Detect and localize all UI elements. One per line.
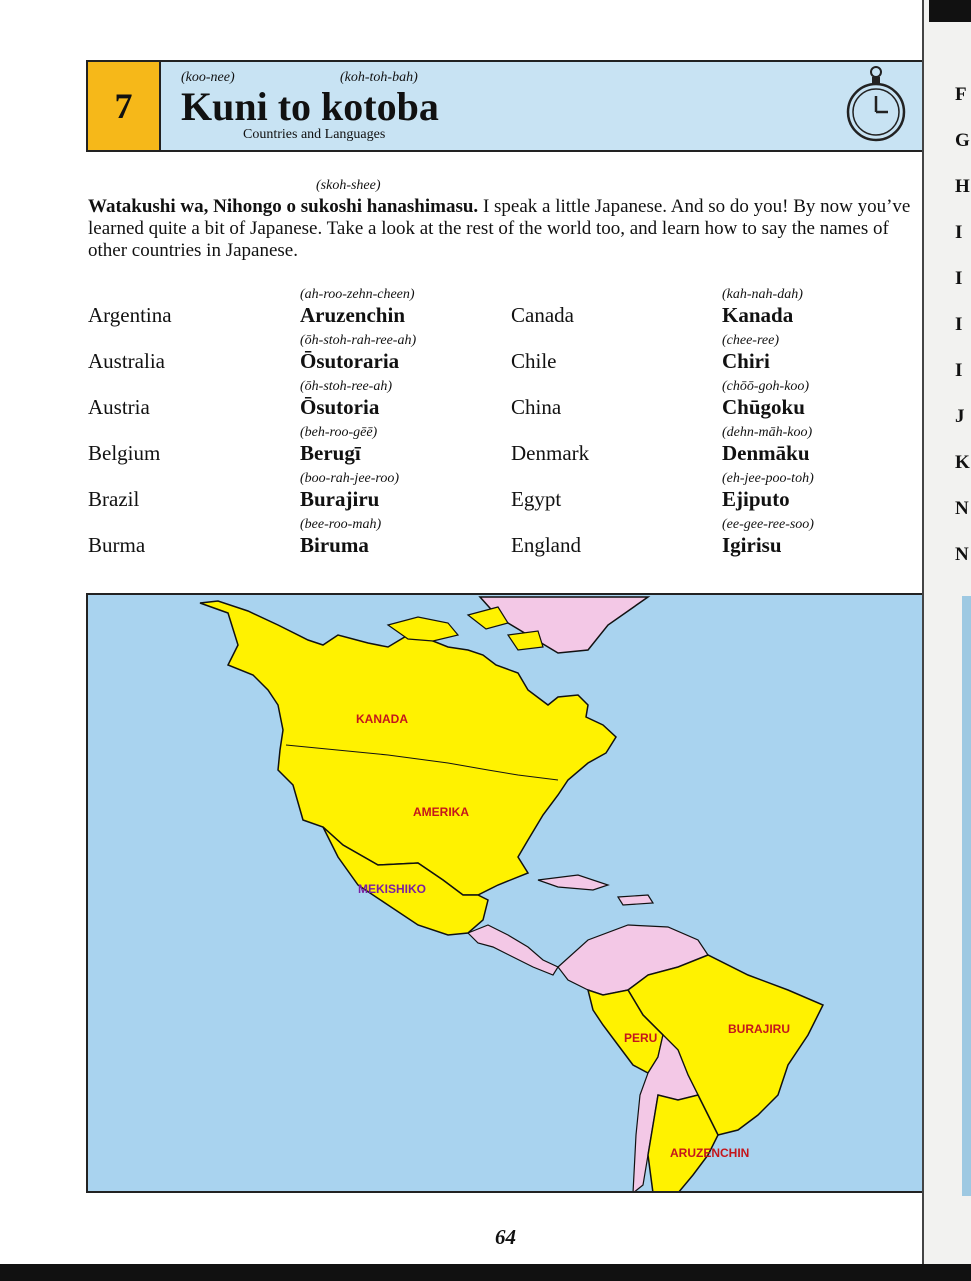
next-page-letter: N [955, 498, 969, 519]
lesson-title: Kuni to kotoba [181, 84, 439, 129]
next-page-letters [955, 72, 970, 578]
vocab-japanese-word: Denmāku [722, 441, 810, 465]
vocab-japanese-word: Chūgoku [722, 395, 805, 419]
vocab-english-word: Canada [511, 303, 574, 327]
vocab-pronunciation: (ah-roo-zehn-cheen) [300, 287, 415, 302]
vocab-japanese-word: Kanada [722, 303, 794, 327]
next-page-letter: I [955, 314, 963, 335]
intro-paragraph [88, 196, 912, 262]
vocab-english-word: Australia [88, 349, 165, 373]
vocab-english-word: Austria [88, 395, 150, 419]
next-page-letter: F [955, 84, 967, 105]
vocab-japanese-word: Berugī [300, 441, 361, 465]
next-page-letter: J [955, 406, 965, 427]
vocab-english-word: Argentina [88, 303, 172, 327]
vocab-japanese-word: Chiri [722, 349, 770, 373]
vocab-english-word: Belgium [88, 441, 161, 465]
vocab-japanese-word: Ejiputo [722, 487, 790, 511]
map-label-burajiru: BURAJIRU [728, 1022, 791, 1036]
americas-map [86, 593, 922, 1193]
next-page-letter: H [955, 176, 970, 197]
next-page-letter: K [955, 452, 970, 473]
next-page-letter: I [955, 222, 963, 243]
intro-pronunciation: (skoh-shee) [316, 178, 381, 193]
vocab-english-word: Brazil [88, 487, 140, 511]
map-label-aruzenchin: ARUZENCHIN [670, 1146, 750, 1160]
vocab-pronunciation: (ee-gee-ree-soo) [722, 517, 814, 532]
next-page-letter: I [955, 268, 963, 289]
vocab-pronunciation: (dehn-māh-koo) [722, 425, 813, 440]
intro-japanese-sentence: Watakushi wa, Nihongo o sukoshi hanashimasu. [88, 196, 479, 217]
map-label-mekishiko: MEKISHIKO [358, 882, 427, 896]
vocab-japanese-word: Aruzenchin [300, 303, 405, 327]
title-pronunciation-1: (koo-nee) [181, 70, 235, 85]
next-page-letter: N [955, 544, 969, 565]
stopwatch-icon [844, 64, 908, 146]
title-pronunciation-2: (koh-toh-bah) [340, 70, 418, 85]
vocab-japanese-word: Biruma [300, 533, 369, 557]
vocab-english-word: Denmark [511, 441, 590, 465]
scan-shadow [929, 0, 971, 22]
vocab-english-word: China [511, 395, 562, 419]
next-page-letter: I [955, 360, 963, 381]
next-page-map-edge [962, 596, 971, 1196]
vocab-pronunciation: (ōh-stoh-ree-ah) [300, 379, 393, 394]
vocab-english-word: England [511, 533, 581, 557]
map-label-kanada: KANADA [356, 712, 408, 726]
map-drawing [88, 595, 922, 1193]
vocab-pronunciation: (beh-roo-gēē) [300, 425, 378, 440]
map-label-amerika: AMERIKA [413, 805, 469, 819]
lesson-subtitle: Countries and Languages [243, 127, 386, 142]
next-page-letter: G [955, 130, 970, 151]
vocab-pronunciation: (kah-nah-dah) [722, 287, 803, 302]
intro-english-text: I speak a little Japanese. And so do you! By now you’ve learned quite a bit of Japanese. Take a look at the rest of the world too, and learn how to say the names of other countries in Japanese. [88, 196, 911, 261]
vocab-japanese-word: Burajiru [300, 487, 380, 511]
vocab-japanese-word: Ōsutoraria [300, 349, 400, 373]
vocab-pronunciation: (eh-jee-poo-toh) [722, 471, 814, 486]
vocab-pronunciation: (chōō-goh-koo) [722, 379, 810, 394]
vocab-english-word: Chile [511, 349, 557, 373]
map-label-peru: PERU [624, 1031, 658, 1045]
vocab-pronunciation: (chee-ree) [722, 333, 779, 348]
vocab-pronunciation: (bee-roo-mah) [300, 517, 382, 532]
vocab-japanese-word: Ōsutoria [300, 395, 380, 419]
vocab-pronunciation: (boo-rah-jee-roo) [300, 471, 400, 486]
vocab-english-word: Burma [88, 533, 146, 557]
scan-border [0, 1264, 971, 1281]
page-number: 64 [495, 1225, 516, 1249]
lesson-number: 7 [86, 60, 161, 152]
vocab-pronunciation: (ōh-stoh-rah-ree-ah) [300, 333, 417, 348]
vocab-japanese-word: Igirisu [722, 533, 782, 557]
vocab-english-word: Egypt [511, 487, 562, 511]
